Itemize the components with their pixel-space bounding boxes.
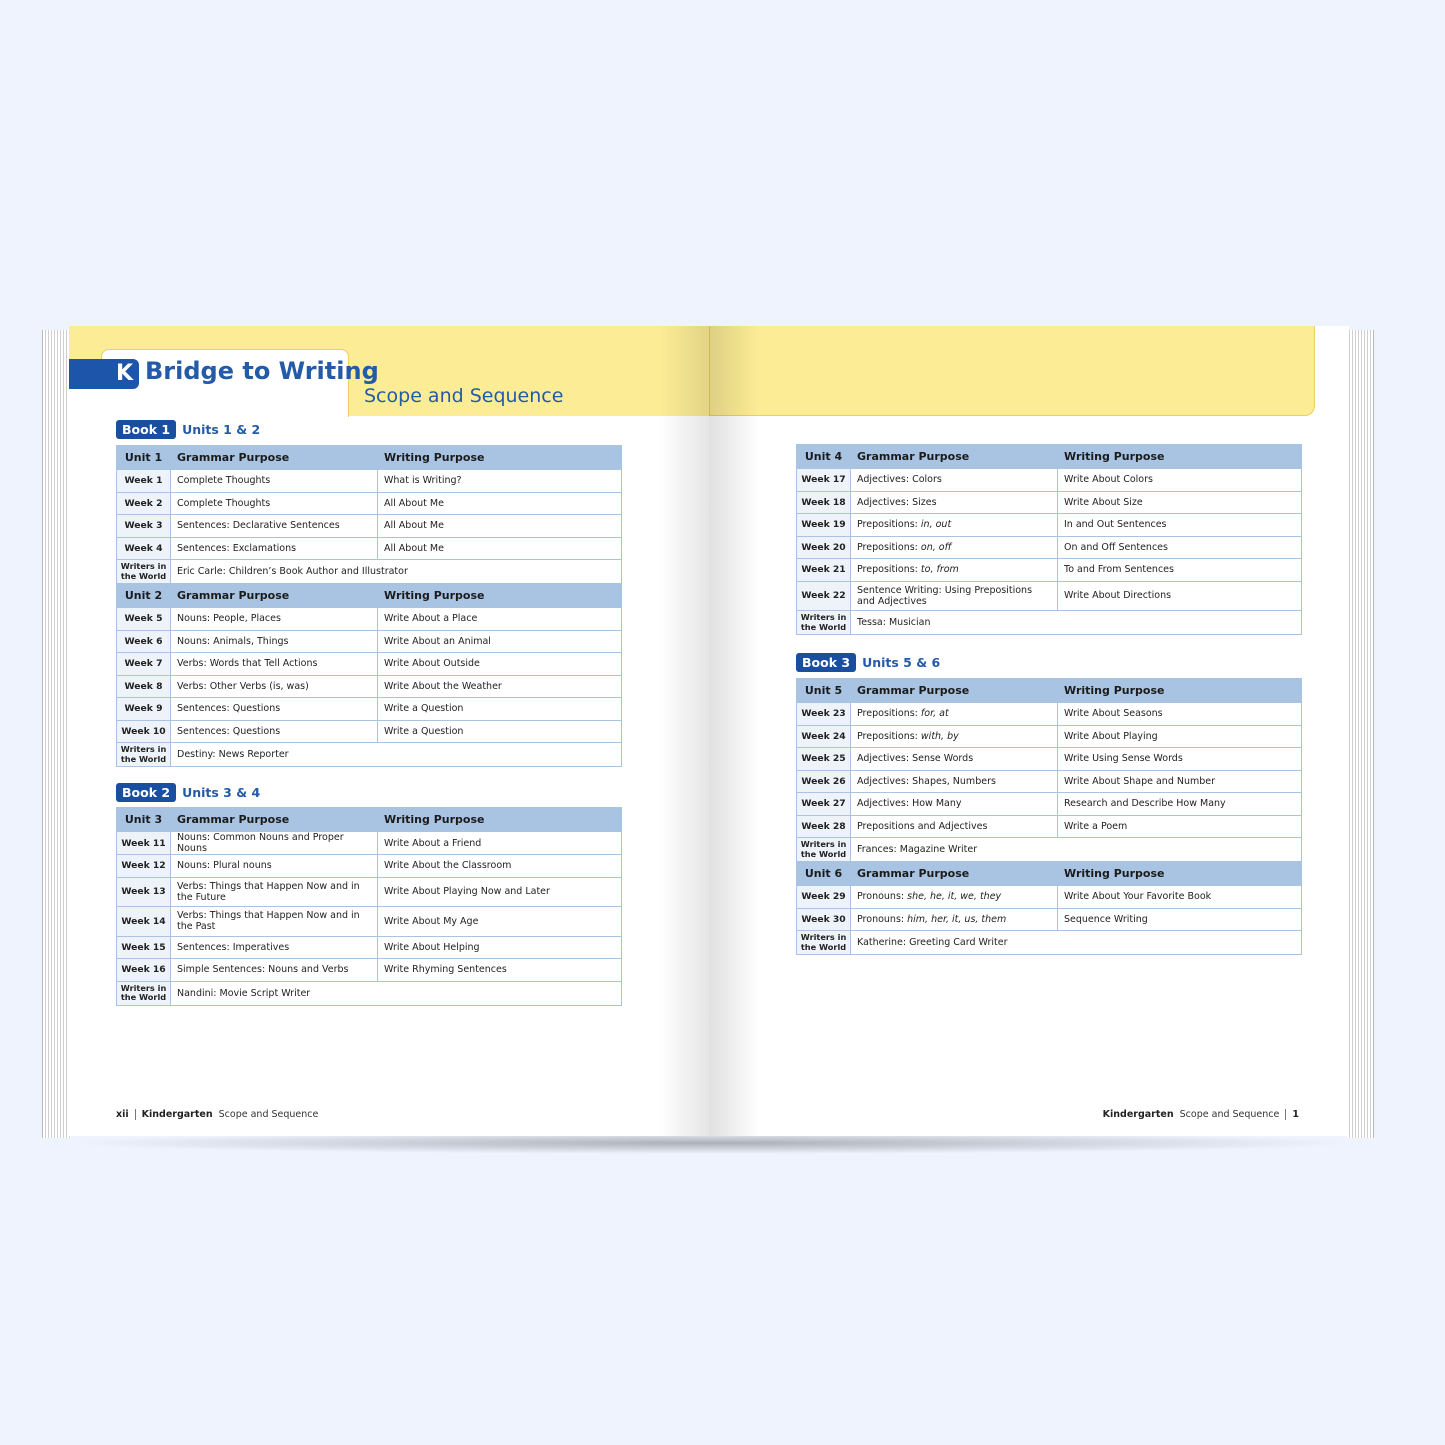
header-band <box>709 326 1315 416</box>
grammar-cell: Nouns: Animals, Things <box>171 630 378 653</box>
week-cell: Week 20 <box>797 536 851 559</box>
unit-header: Unit 6 <box>797 862 851 886</box>
table-row <box>117 832 622 855</box>
right-page <box>709 326 1349 1136</box>
grammar-cell: Adjectives: Sense Words <box>851 748 1058 771</box>
open-book <box>42 326 1374 1148</box>
grammar-text: Prepositions: <box>857 519 921 531</box>
grammar-italic: with, by <box>920 730 959 742</box>
grammar-header: Grammar Purpose <box>171 584 378 608</box>
writers-label: Writers in the World <box>797 931 851 955</box>
table-row <box>797 770 1302 793</box>
writing-cell: Write About Shape and Number <box>1058 770 1302 793</box>
grammar-cell: Adjectives: Shapes, Numbers <box>851 770 1058 793</box>
grammar-cell <box>851 514 1058 537</box>
writing-cell: All About Me <box>378 537 622 560</box>
writers-row <box>797 611 1302 635</box>
week-cell: Week 26 <box>797 770 851 793</box>
table-row <box>117 537 622 560</box>
writing-cell: Write About Seasons <box>1058 703 1302 726</box>
grammar-italic: she, he, it, we, they <box>907 891 1002 903</box>
writers-cell: Tessa: Musician <box>851 611 1302 635</box>
page-edges-right <box>1347 330 1374 1138</box>
writers-cell: Nandini: Movie Script Writer <box>171 981 622 1005</box>
table-row <box>117 936 622 959</box>
writing-cell: Write About Size <box>1058 491 1302 514</box>
writing-cell: Write About Playing Now and Later <box>378 877 622 907</box>
book-badge: Book 3 <box>796 653 856 672</box>
grammar-cell: Verbs: Things that Happen Now and in the Past <box>171 907 378 937</box>
grammar-text: Prepositions: <box>857 564 921 576</box>
table-row <box>797 581 1302 611</box>
grammar-cell: Adjectives: Sizes <box>851 491 1058 514</box>
gutter-shadow <box>709 326 759 1136</box>
writing-cell: All About Me <box>378 492 622 515</box>
book2-label <box>116 783 260 802</box>
writers-row <box>797 931 1302 955</box>
left-page <box>69 326 709 1136</box>
week-cell: Week 5 <box>117 608 171 631</box>
writers-cell: Katherine: Greeting Card Writer <box>851 931 1302 955</box>
footer-left <box>116 1109 318 1120</box>
week-cell: Week 11 <box>117 832 171 855</box>
page-number: xii <box>116 1109 129 1120</box>
grammar-cell <box>851 725 1058 748</box>
week-cell: Week 22 <box>797 581 851 611</box>
writing-cell: Write About Directions <box>1058 581 1302 611</box>
table-row <box>117 630 622 653</box>
table-row <box>117 515 622 538</box>
grammar-cell: Adjectives: Colors <box>851 469 1058 492</box>
table-row <box>117 907 622 937</box>
grammar-cell: Nouns: Plural nouns <box>171 855 378 878</box>
week-cell: Week 13 <box>117 877 171 907</box>
week-cell: Week 4 <box>117 537 171 560</box>
table-header-row <box>117 808 622 832</box>
week-cell: Week 30 <box>797 908 851 931</box>
page-title: Bridge to Writing <box>145 357 379 385</box>
unit-header: Unit 1 <box>117 446 171 470</box>
table-header-row <box>797 679 1302 703</box>
grammar-header: Grammar Purpose <box>851 445 1058 469</box>
writing-cell: Write About Outside <box>378 653 622 676</box>
footer-divider <box>135 1109 136 1120</box>
writing-cell: Write a Question <box>378 720 622 743</box>
table-row <box>117 492 622 515</box>
writing-header: Writing Purpose <box>1058 445 1302 469</box>
book-badge: Book 1 <box>116 420 176 439</box>
writing-cell: Write About Playing <box>1058 725 1302 748</box>
unit-header: Unit 3 <box>117 808 171 832</box>
unit-header: Unit 5 <box>797 679 851 703</box>
writing-cell: In and Out Sentences <box>1058 514 1302 537</box>
week-cell: Week 2 <box>117 492 171 515</box>
writing-cell: On and Off Sentences <box>1058 536 1302 559</box>
grammar-text: Pronouns: <box>857 891 908 903</box>
writing-header: Writing Purpose <box>378 808 622 832</box>
unit-4-table <box>796 444 1302 635</box>
table-row <box>117 698 622 721</box>
footer-right <box>1103 1109 1299 1120</box>
book-units: Units 3 & 4 <box>182 785 261 800</box>
grammar-cell <box>851 886 1058 909</box>
grammar-italic: for, at <box>920 708 949 720</box>
grammar-text: Prepositions: <box>857 730 921 742</box>
writing-header: Writing Purpose <box>378 446 622 470</box>
week-cell: Week 10 <box>117 720 171 743</box>
grammar-cell <box>851 536 1058 559</box>
week-cell: Week 16 <box>117 959 171 982</box>
table-row <box>797 748 1302 771</box>
grammar-cell: Sentences: Questions <box>171 698 378 721</box>
table-header-row <box>117 584 622 608</box>
week-cell: Week 21 <box>797 559 851 582</box>
table-row <box>797 491 1302 514</box>
table-row <box>797 725 1302 748</box>
book-units: Units 1 & 2 <box>182 422 261 437</box>
grammar-cell: Verbs: Words that Tell Actions <box>171 653 378 676</box>
grammar-cell: Sentences: Exclamations <box>171 537 378 560</box>
writers-label: Writers in the World <box>117 743 171 767</box>
unit-header: Unit 4 <box>797 445 851 469</box>
week-cell: Week 14 <box>117 907 171 937</box>
writing-cell: Write About the Classroom <box>378 855 622 878</box>
grammar-cell <box>851 559 1058 582</box>
writing-cell: Write About a Friend <box>378 832 622 855</box>
grade-badge: K <box>69 359 139 389</box>
table-row <box>797 703 1302 726</box>
week-cell: Week 18 <box>797 491 851 514</box>
writing-header: Writing Purpose <box>1058 679 1302 703</box>
table-row <box>797 469 1302 492</box>
grammar-italic: on, off <box>920 541 952 553</box>
week-cell: Week 19 <box>797 514 851 537</box>
table-row <box>117 653 622 676</box>
grammar-header: Grammar Purpose <box>171 808 378 832</box>
week-cell: Week 1 <box>117 470 171 493</box>
table-row <box>797 514 1302 537</box>
writing-cell: What is Writing? <box>378 470 622 493</box>
table-row <box>117 608 622 631</box>
grammar-text: Prepositions: <box>857 708 921 720</box>
grammar-cell: Simple Sentences: Nouns and Verbs <box>171 959 378 982</box>
writers-label: Writers in the World <box>797 611 851 635</box>
week-cell: Week 15 <box>117 936 171 959</box>
footer-grade: Kindergarten <box>141 1109 213 1120</box>
grammar-cell <box>851 703 1058 726</box>
grammar-cell: Nouns: People, Places <box>171 608 378 631</box>
writers-row <box>117 560 622 584</box>
grammar-header: Grammar Purpose <box>171 446 378 470</box>
writing-cell: Write About Helping <box>378 936 622 959</box>
table-row <box>117 675 622 698</box>
table-row <box>797 536 1302 559</box>
week-cell: Week 12 <box>117 855 171 878</box>
grammar-italic: him, her, it, us, them <box>907 913 1007 925</box>
table-row <box>117 959 622 982</box>
writers-row <box>797 838 1302 862</box>
writing-cell: Write a Poem <box>1058 815 1302 838</box>
writing-cell: Write About Your Favorite Book <box>1058 886 1302 909</box>
week-cell: Week 23 <box>797 703 851 726</box>
week-cell: Week 28 <box>797 815 851 838</box>
grammar-cell: Nouns: Common Nouns and Proper Nouns <box>171 832 378 855</box>
table-header-row <box>117 446 622 470</box>
grammar-cell: Verbs: Things that Happen Now and in the Future <box>171 877 378 907</box>
grammar-header: Grammar Purpose <box>851 862 1058 886</box>
unit-5-6-table <box>796 678 1302 955</box>
writers-label: Writers in the World <box>797 838 851 862</box>
week-cell: Week 17 <box>797 469 851 492</box>
book3-label <box>796 653 940 672</box>
grammar-cell: Sentence Writing: Using Prepositions and Adjectives <box>851 581 1058 611</box>
week-cell: Week 24 <box>797 725 851 748</box>
table-header-row <box>797 445 1302 469</box>
writing-cell: Write About an Animal <box>378 630 622 653</box>
unit-1-2-table <box>116 445 622 767</box>
week-cell: Week 9 <box>117 698 171 721</box>
writing-cell: Write Using Sense Words <box>1058 748 1302 771</box>
grammar-cell: Complete Thoughts <box>171 492 378 515</box>
writing-cell: Write About a Place <box>378 608 622 631</box>
table-row <box>797 908 1302 931</box>
book1-label <box>116 420 260 439</box>
week-cell: Week 29 <box>797 886 851 909</box>
writers-row <box>117 981 622 1005</box>
writers-cell: Frances: Magazine Writer <box>851 838 1302 862</box>
writing-header: Writing Purpose <box>378 584 622 608</box>
grammar-cell: Sentences: Declarative Sentences <box>171 515 378 538</box>
grammar-italic: to, from <box>920 564 959 576</box>
gutter-shadow <box>659 326 709 1136</box>
grammar-cell: Adjectives: How Many <box>851 793 1058 816</box>
footer-text: Scope and Sequence <box>218 1109 319 1120</box>
footer-text: Scope and Sequence <box>1179 1109 1280 1120</box>
writers-cell: Eric Carle: Children’s Book Author and Illustrator <box>171 560 622 584</box>
writers-cell: Destiny: News Reporter <box>171 743 622 767</box>
table-row <box>797 559 1302 582</box>
grammar-italic: in, out <box>920 519 952 531</box>
table-row <box>117 855 622 878</box>
table-header-row <box>797 862 1302 886</box>
writing-cell: Write About My Age <box>378 907 622 937</box>
table-row <box>117 877 622 907</box>
table-row <box>117 470 622 493</box>
grammar-cell: Verbs: Other Verbs (is, was) <box>171 675 378 698</box>
writers-row <box>117 743 622 767</box>
grammar-cell: Prepositions and Adjectives <box>851 815 1058 838</box>
writing-cell: Write Rhyming Sentences <box>378 959 622 982</box>
writing-cell: All About Me <box>378 515 622 538</box>
page-edges-left <box>42 330 71 1138</box>
table-row <box>117 720 622 743</box>
footer-grade: Kindergarten <box>1102 1109 1174 1120</box>
week-cell: Week 7 <box>117 653 171 676</box>
writing-cell: To and From Sentences <box>1058 559 1302 582</box>
grammar-text: Pronouns: <box>857 913 908 925</box>
unit-header: Unit 2 <box>117 584 171 608</box>
writing-cell: Write About the Weather <box>378 675 622 698</box>
grammar-cell <box>851 908 1058 931</box>
page-number: 1 <box>1292 1109 1299 1120</box>
writers-label: Writers in the World <box>117 560 171 584</box>
grammar-cell: Complete Thoughts <box>171 470 378 493</box>
writing-cell: Write About Colors <box>1058 469 1302 492</box>
grammar-cell: Sentences: Questions <box>171 720 378 743</box>
grammar-text: Prepositions: <box>857 541 921 553</box>
table-row <box>797 815 1302 838</box>
week-cell: Week 6 <box>117 630 171 653</box>
book-units: Units 5 & 6 <box>862 655 941 670</box>
table-row <box>797 793 1302 816</box>
writing-cell: Sequence Writing <box>1058 908 1302 931</box>
book-badge: Book 2 <box>116 783 176 802</box>
table-row <box>797 886 1302 909</box>
week-cell: Week 25 <box>797 748 851 771</box>
week-cell: Week 8 <box>117 675 171 698</box>
grammar-header: Grammar Purpose <box>851 679 1058 703</box>
writing-cell: Write a Question <box>378 698 622 721</box>
grammar-cell: Sentences: Imperatives <box>171 936 378 959</box>
writers-label: Writers in the World <box>117 981 171 1005</box>
unit-3-table <box>116 807 622 1006</box>
writing-cell: Research and Describe How Many <box>1058 793 1302 816</box>
footer-divider <box>1285 1109 1286 1120</box>
week-cell: Week 27 <box>797 793 851 816</box>
page-subtitle: Scope and Sequence <box>364 385 564 407</box>
week-cell: Week 3 <box>117 515 171 538</box>
writing-header: Writing Purpose <box>1058 862 1302 886</box>
